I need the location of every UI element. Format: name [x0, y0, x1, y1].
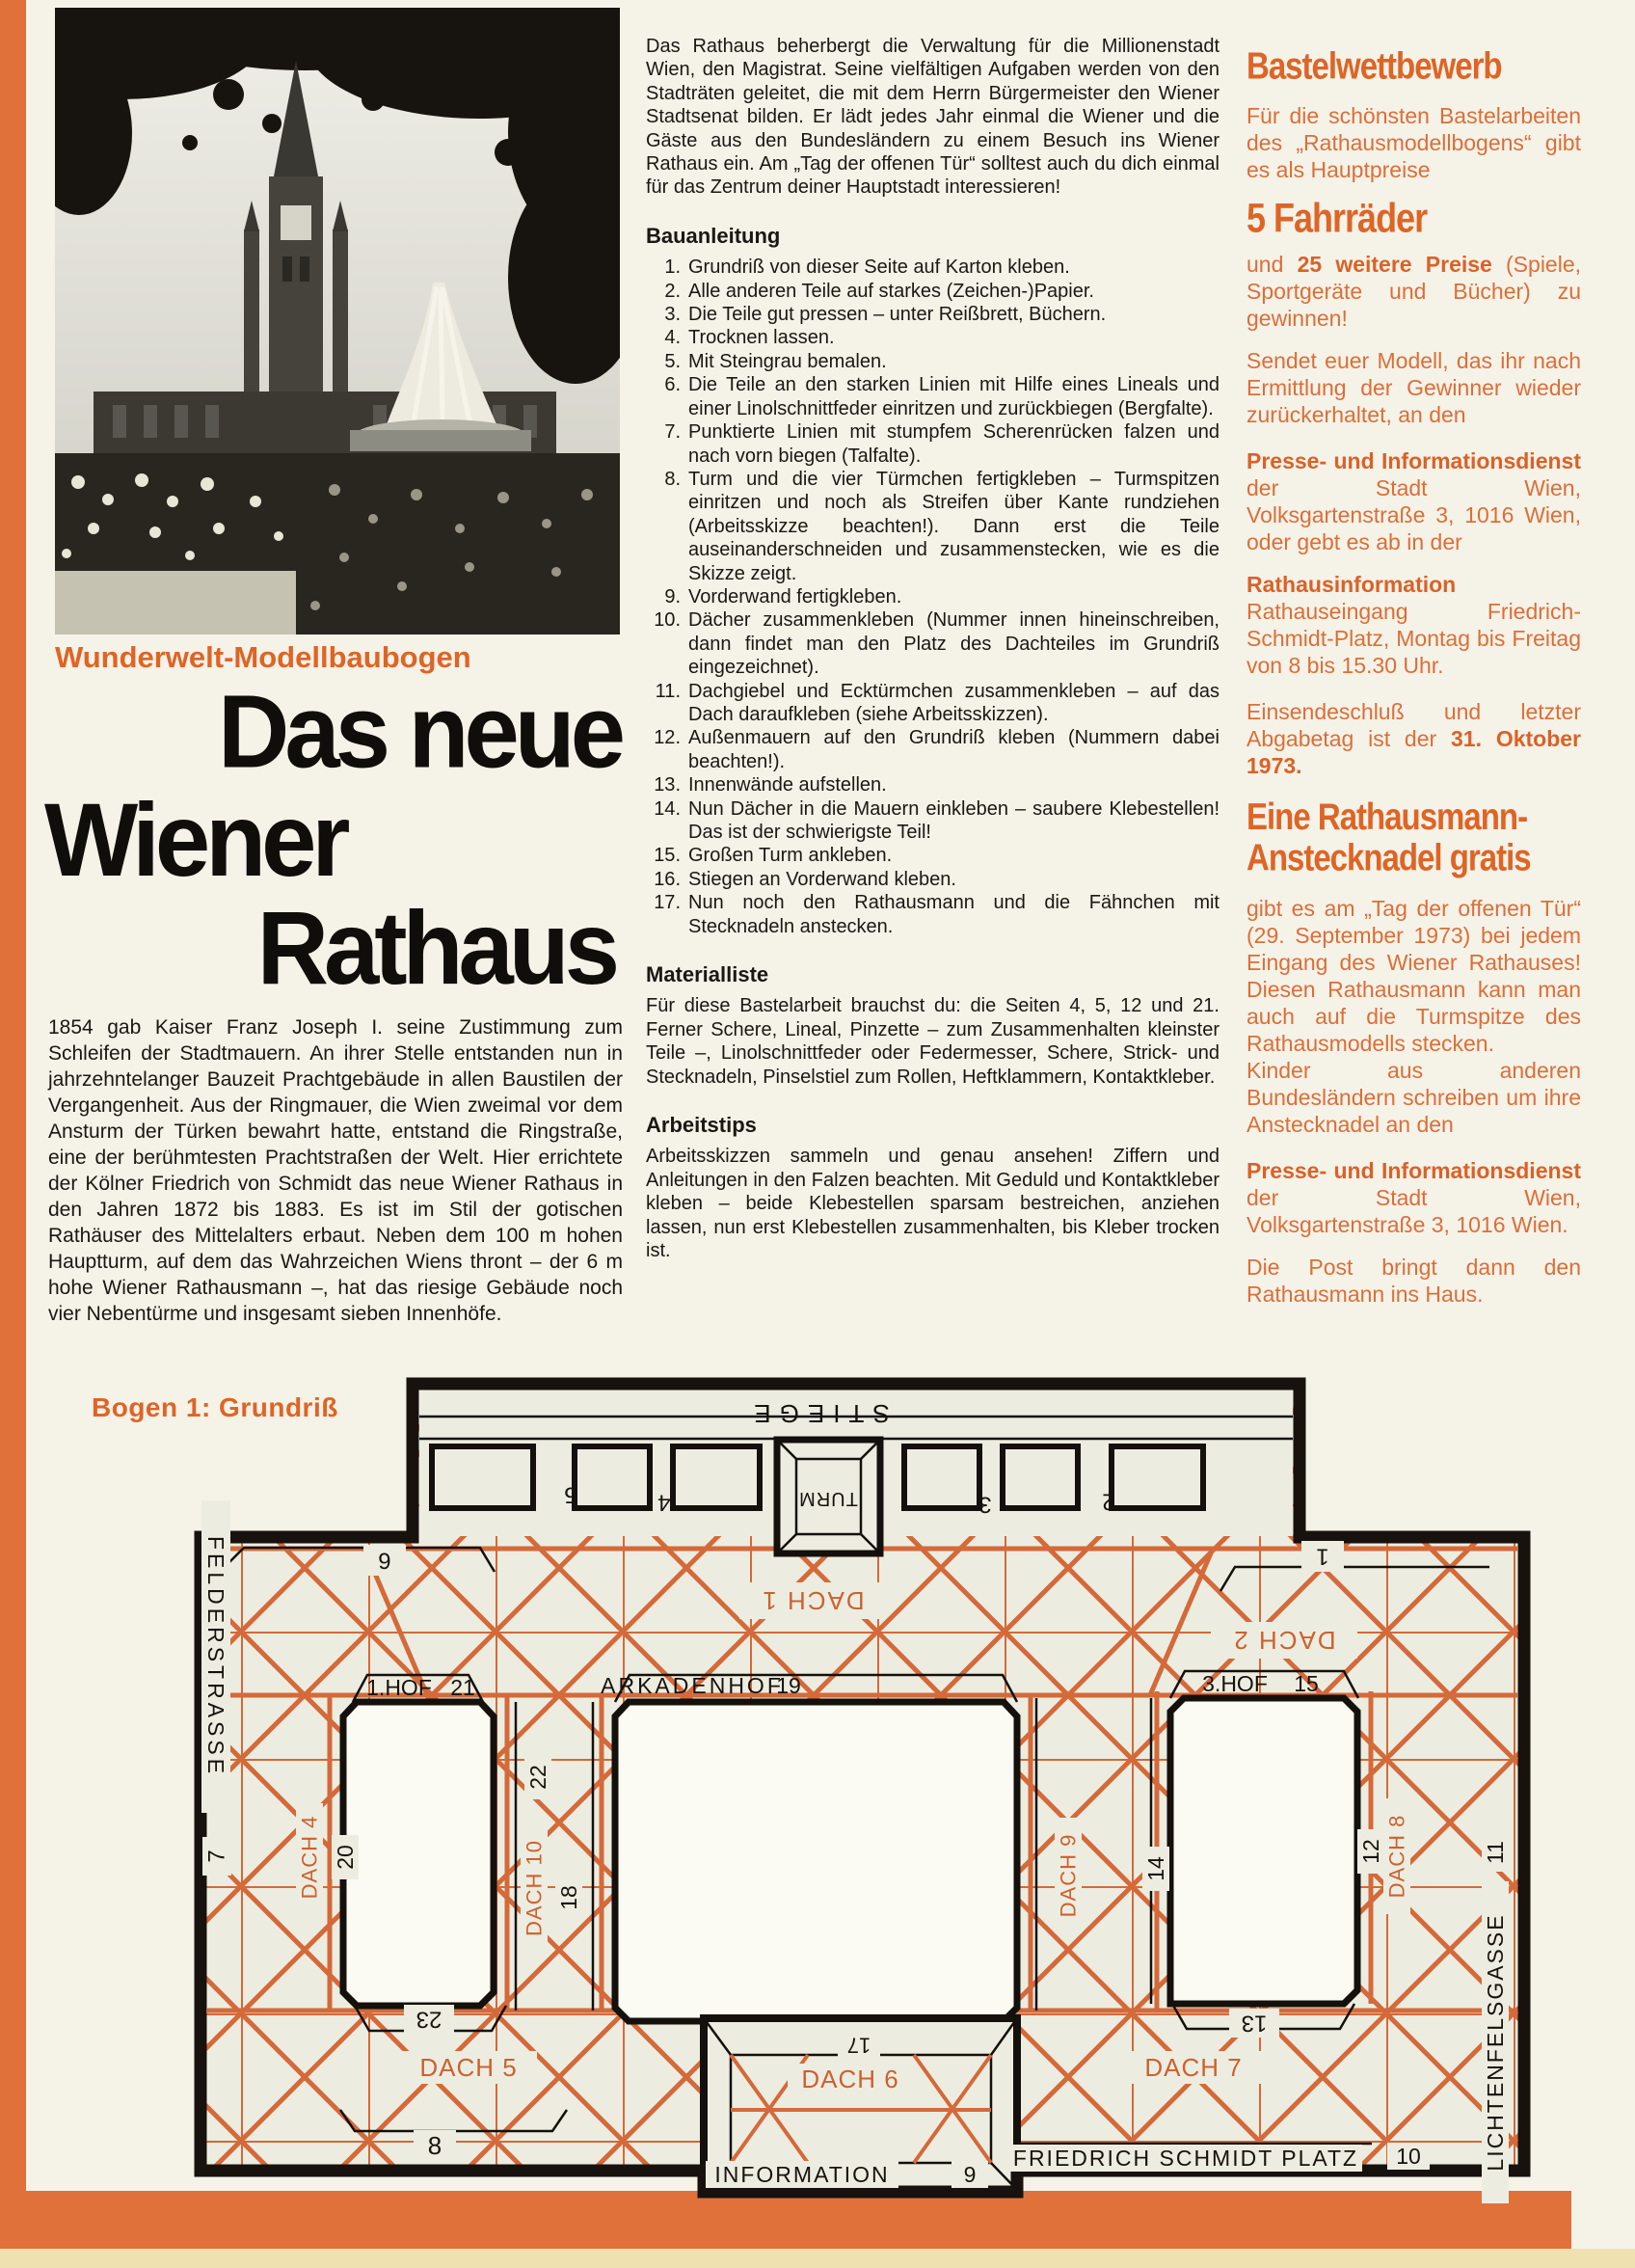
plan-label	[524, 1755, 551, 1799]
bauanleitung-step: Nun Dächer in die Mauern einkleben – saubere Klebestellen! Das ist der schwierigste Teil!	[688, 797, 1220, 843]
svg-text:4: 4	[657, 1489, 671, 1516]
svg-text:14: 14	[1143, 1856, 1168, 1881]
bauanleitung-step: Trocknen lassen.	[688, 327, 835, 349]
materialliste-heading: Materialliste	[646, 962, 769, 987]
svg-text:20: 20	[333, 1845, 358, 1870]
svg-text:7: 7	[203, 1850, 230, 1863]
svg-text:6: 6	[378, 1547, 391, 1574]
plan-label	[1301, 1541, 1344, 1572]
svg-text:DACH 9: DACH 9	[1056, 1833, 1081, 1918]
plan-label	[1383, 1798, 1410, 1914]
fahrraeder-heading: 5 Fahrräder	[1246, 194, 1428, 242]
press-service-paragraph-2: Presse- und Informationsdienst der Stadt Wien, Volksgartenstraße 3, 1016 Wien.	[1246, 1158, 1581, 1237]
bauanleitung-step: Vorderwand fertigkleben.	[688, 585, 902, 608]
svg-text:DACH 5: DACH 5	[419, 2053, 518, 2082]
prizes-paragraph: und 25 weitere Preise (Spiele, Sportgeräte und Bücher) zu gewinnen!	[1246, 252, 1582, 331]
svg-text:22: 22	[525, 1765, 550, 1790]
plan-label	[706, 2161, 898, 2188]
plan-label	[601, 1673, 784, 1698]
anstecknadel-heading: Eine Rathausmann- Anstecknadel gratis	[1246, 795, 1531, 878]
plan-label	[657, 1490, 670, 1516]
deadline-paragraph: Einsendeschluß und letzter Abgabetag ist der 31. Oktober 1973.	[1246, 699, 1582, 778]
svg-text:DACH 1: DACH 1	[761, 1586, 865, 1615]
svg-text:8: 8	[427, 2131, 442, 2160]
page-title	[44, 672, 621, 1007]
bauanleitung-step: Großen Turm ankleben.	[688, 845, 893, 867]
bauanleitung-step: Grundriß von dieser Seite auf Karton kleben.	[688, 256, 1070, 279]
bauanleitung-step: Punktierte Linien mit stumpfem Scherenrücken falzen und nach vorn biegen (Talfalte).	[688, 421, 1220, 467]
materialliste-paragraph: Für diese Bastelarbeit brauchst du: die Seiten 4, 5, 12 und 21. Ferner Schere, Lineal, Pinzette – zum Zusammenhalten kleinster Teile –, Linolschnittfeder oder Federmesser, Schere, Strick- und Stecknadeln, Pinselstiel zum Rollen, Heftklammern, Kontaktkleber.	[646, 995, 1220, 1088]
press-service-paragraph: Presse- und Informationsdienst der Stadt Wien, Volksgartenstraße 3, 1016 Wien, oder gebt es ab in der	[1246, 448, 1581, 554]
plan-label	[414, 2130, 456, 2161]
svg-text:5: 5	[564, 1481, 577, 1508]
plan-hof3	[1170, 1698, 1357, 2004]
bastelwettbewerb-heading: Bastelwettbewerb	[1246, 44, 1502, 87]
svg-text:DACH 4: DACH 4	[297, 1815, 322, 1900]
plan-label	[952, 2161, 988, 2188]
svg-text:1: 1	[1316, 1543, 1329, 1570]
post-paragraph: Die Post bringt dann den Rathausmann ins Haus.	[1246, 1255, 1581, 1307]
bauanleitung-list	[646, 256, 1220, 938]
plan-label	[978, 1492, 991, 1518]
svg-text:13: 13	[1241, 2010, 1268, 2037]
svg-text:INFORMATION: INFORMATION	[714, 2162, 890, 2187]
svg-text:DACH 8: DACH 8	[1384, 1814, 1409, 1899]
svg-text:3: 3	[978, 1491, 992, 1518]
svg-text:FELDERSTRASSE: FELDERSTRASSE	[203, 1535, 228, 1778]
svg-text:3.HOF: 3.HOF	[1202, 1671, 1268, 1696]
plan-label	[202, 1837, 231, 1876]
title-line-1: Das neue	[218, 672, 621, 790]
svg-text:17: 17	[846, 2033, 871, 2058]
plan-label	[201, 1500, 230, 1813]
plan-label	[521, 1825, 548, 1951]
bauanleitung-step: Innenwände aufstellen.	[688, 774, 887, 796]
contest-intro: Für die schönsten Bastelarbeiten des „Rathausmodellbogens“ gibt es als Hauptpreise	[1246, 103, 1581, 182]
kinder-paragraph: Kinder aus anderen Bundesländern schreiben um ihre Anstecknadel an den	[1246, 1058, 1581, 1137]
bauanleitung-heading: Bauanleitung	[646, 223, 781, 248]
plan-label	[776, 1673, 801, 1698]
bauanleitung-step: Mit Steingrau bemalen.	[688, 350, 887, 372]
pin-paragraph: gibt es am „Tag der offenen Tür“ (29. September 1973) bei jedem Eingang des Wiener Rathauses! Diesen Rathausmann kann man auch auf die Turmspitze des Rathausmodells stecken.	[1246, 896, 1581, 1056]
bottom-yellow-strip	[0, 2249, 1635, 2268]
rathaus-intro-paragraph: Das Rathaus beherbergt die Verwaltung für die Millionenstadt Wien, den Magistrat. Seine vielfältigen Aufgaben werden von den Stadträten geleitet, die mit dem Herrn Bürgermeister den Wiener Stadtsenat bilden. Er lädt jedes Jahr einmal die Wiener und die Gäste aus den Bundesländern zu einem Besuch ins Wiener Rathaus ein. Am „Tag der offenen Tür“ solltest auch du dich einmal für das Zentrum deiner Hauptstadt interessieren!	[646, 36, 1220, 199]
svg-text:23: 23	[415, 2006, 442, 2033]
plan-label	[404, 2005, 454, 2034]
plan-label	[838, 2032, 880, 2059]
contest-column	[1246, 44, 1582, 1323]
svg-text:LICHTENFELSGASSE: LICHTENFELSGASSE	[1483, 1913, 1508, 2172]
plan-label	[1211, 1622, 1357, 1659]
svg-text:1.HOF: 1.HOF	[366, 1675, 432, 1700]
svg-text:DACH 10: DACH 10	[522, 1840, 547, 1936]
bauanleitung-step: Außenmauern auf den Grundriß kleben (Nummern dabei beachten!).	[688, 727, 1220, 772]
plan-label	[798, 1488, 858, 1509]
bauanleitung-step: Dächer zusammenkleben (Nummer innen hineinschreiben, dann findet man den Platz des Dachteiles im Grundriß eingezeichnet).	[688, 609, 1220, 679]
plan-label	[1142, 1847, 1169, 1891]
svg-text:21: 21	[450, 1675, 475, 1700]
rathausinformation-paragraph: Rathausinformation Rathauseingang Friedrich-Schmidt-Platz, Montag bis Freitag von 8 bis 15.30 Uhr.	[1246, 572, 1581, 678]
bauanleitung-step: Dachgiebel und Ecktürmchen zusammenkleben – auf das Dach daraufkleben (siehe Arbeitsskizzen).	[688, 680, 1220, 725]
plan-hof1	[343, 1702, 494, 2006]
plan-label	[1482, 1833, 1509, 1872]
plan-label	[1482, 1881, 1509, 2203]
masthead: Wunderwelt-Modellbaubogen	[55, 640, 471, 674]
plan-label	[555, 1876, 582, 1920]
plan-label	[745, 1399, 889, 1428]
plan-label	[739, 1582, 886, 1619]
rathaus-photo	[55, 8, 620, 634]
arbeitstips-heading: Arbeitstips	[646, 1113, 757, 1138]
bauanleitung-step: Die Teile an den starken Linien mit Hilfe eines Lineals und einer Linolschnittfeder einritzen und zurückbiegen (Bergfalte).	[688, 374, 1220, 419]
svg-text:15: 15	[1294, 1671, 1319, 1696]
bauanleitung-step: Stiegen an Vorderwand kleben.	[688, 868, 956, 890]
svg-text:9: 9	[963, 2162, 977, 2187]
svg-text:12: 12	[1358, 1839, 1383, 1864]
plan-label	[363, 1545, 406, 1576]
plan-label	[1387, 2143, 1430, 2170]
plan-courtyards	[343, 1698, 1357, 2021]
middle-column	[646, 35, 1220, 1271]
plan-label	[1202, 1671, 1268, 1696]
plan-label	[1055, 1818, 1082, 1933]
plan-label	[450, 1675, 475, 1700]
plan-label	[366, 1675, 432, 1700]
plan-label	[332, 1835, 359, 1879]
svg-text:ARKADENHOF: ARKADENHOF	[601, 1673, 784, 1698]
plan-label	[296, 1803, 323, 1911]
plan-label	[1102, 1489, 1114, 1515]
svg-text:11: 11	[1483, 1841, 1508, 1864]
bogen-caption: Bogen 1: Grundriß	[92, 1392, 338, 1422]
svg-text:18: 18	[556, 1885, 581, 1910]
title-line-3: Rathaus	[256, 889, 615, 1007]
photo-flowerbed	[55, 453, 620, 634]
plan-label	[564, 1482, 576, 1508]
plan-label	[1009, 2145, 1362, 2172]
svg-text:STIEGE: STIEGE	[745, 1399, 890, 1428]
plan-label	[1294, 1671, 1319, 1696]
plan-label	[1357, 1829, 1384, 1874]
bauanleitung-step: Die Teile gut pressen – unter Reißbrett, Büchern.	[688, 304, 1107, 326]
send-model-paragraph: Sendet euer Modell, das ihr nach Ermittlung der Gewinner wieder zurückerhaltet, an den	[1246, 348, 1581, 427]
bauanleitung-step: Alle anderen Teile auf starkes (Zeichen-)Papier.	[688, 280, 1094, 302]
title-line-2: Wiener	[44, 781, 346, 898]
left-accent-bar	[0, 0, 26, 2249]
history-paragraph: 1854 gab Kaiser Franz Joseph I. seine Zustimmung zum Schleifen der Stadtmauern. An ihrer Stelle entstanden nun in jahrzehntelanger Bauzeit Prachtgebäude in allen Baustilen der Vergangenheit. Aus der Ringmauer, die Wien zweimal vor dem Ansturm der Türken bewahrt hatte, entstand die Ringstraße, eine der berühmtesten Prachtstraßen der Welt. Hier errichtete der Kölner Friedrich von Schmidt das neue Wiener Rathaus in den Jahren 1872 bis 1883. Es ist im Stil der gotischen Rathäuser des Mittelalters erbaut. Neben dem 100 m hohen Hauptturm, auf dem das Wahrzeichen Wiens thront – der 6 m hohe Wiener Rathausmann –, hat das riesige Gebäude noch vier Nebentürme und insgesamt sieben Innenhöfe.	[48, 1016, 623, 1325]
svg-text:FRIEDRICH SCHMIDT PLATZ: FRIEDRICH SCHMIDT PLATZ	[1012, 2146, 1359, 2171]
bauanleitung-step: Nun noch den Rathausmann und die Fähnchen mit Stecknadeln anstecken.	[688, 892, 1220, 937]
plan-label	[788, 2064, 913, 2094]
arbeitstips-paragraph: Arbeitsskizzen sammeln und genau ansehen! Ziffern und Anleitungen in den Falzen beachten. Mit Geduld und Kontaktkleber kleben – beide Klebestellen sparsam bestreichen, anziehen lassen, nun erst Klebestellen zusammenhalten, bis Kleber trocken ist.	[646, 1146, 1220, 1262]
plan-label	[1229, 2009, 1279, 2038]
plan-label	[1125, 2051, 1262, 2084]
svg-text:TURM: TURM	[798, 1488, 858, 1509]
plan-label	[400, 2051, 537, 2084]
svg-text:DACH 6: DACH 6	[801, 2065, 899, 2093]
svg-text:DACH 7: DACH 7	[1144, 2053, 1243, 2082]
svg-text:2: 2	[1102, 1488, 1115, 1515]
svg-text:10: 10	[1396, 2144, 1421, 2169]
svg-text:19: 19	[776, 1673, 801, 1698]
plan-arkadenhof	[615, 1702, 1017, 2021]
bauanleitung-step: Turm und die vier Türmchen fertigkleben – Turmspitzen einritzen und noch als Streifen über Kante rundziehen (Arbeitsskizze beachten!). Dann erst die Teile auseinanderschneiden und zusammenstecken, wie es die Skizze zeigt.	[688, 468, 1220, 584]
grundriss-plan	[114, 1377, 1579, 2226]
svg-text:DACH 2: DACH 2	[1232, 1626, 1336, 1655]
